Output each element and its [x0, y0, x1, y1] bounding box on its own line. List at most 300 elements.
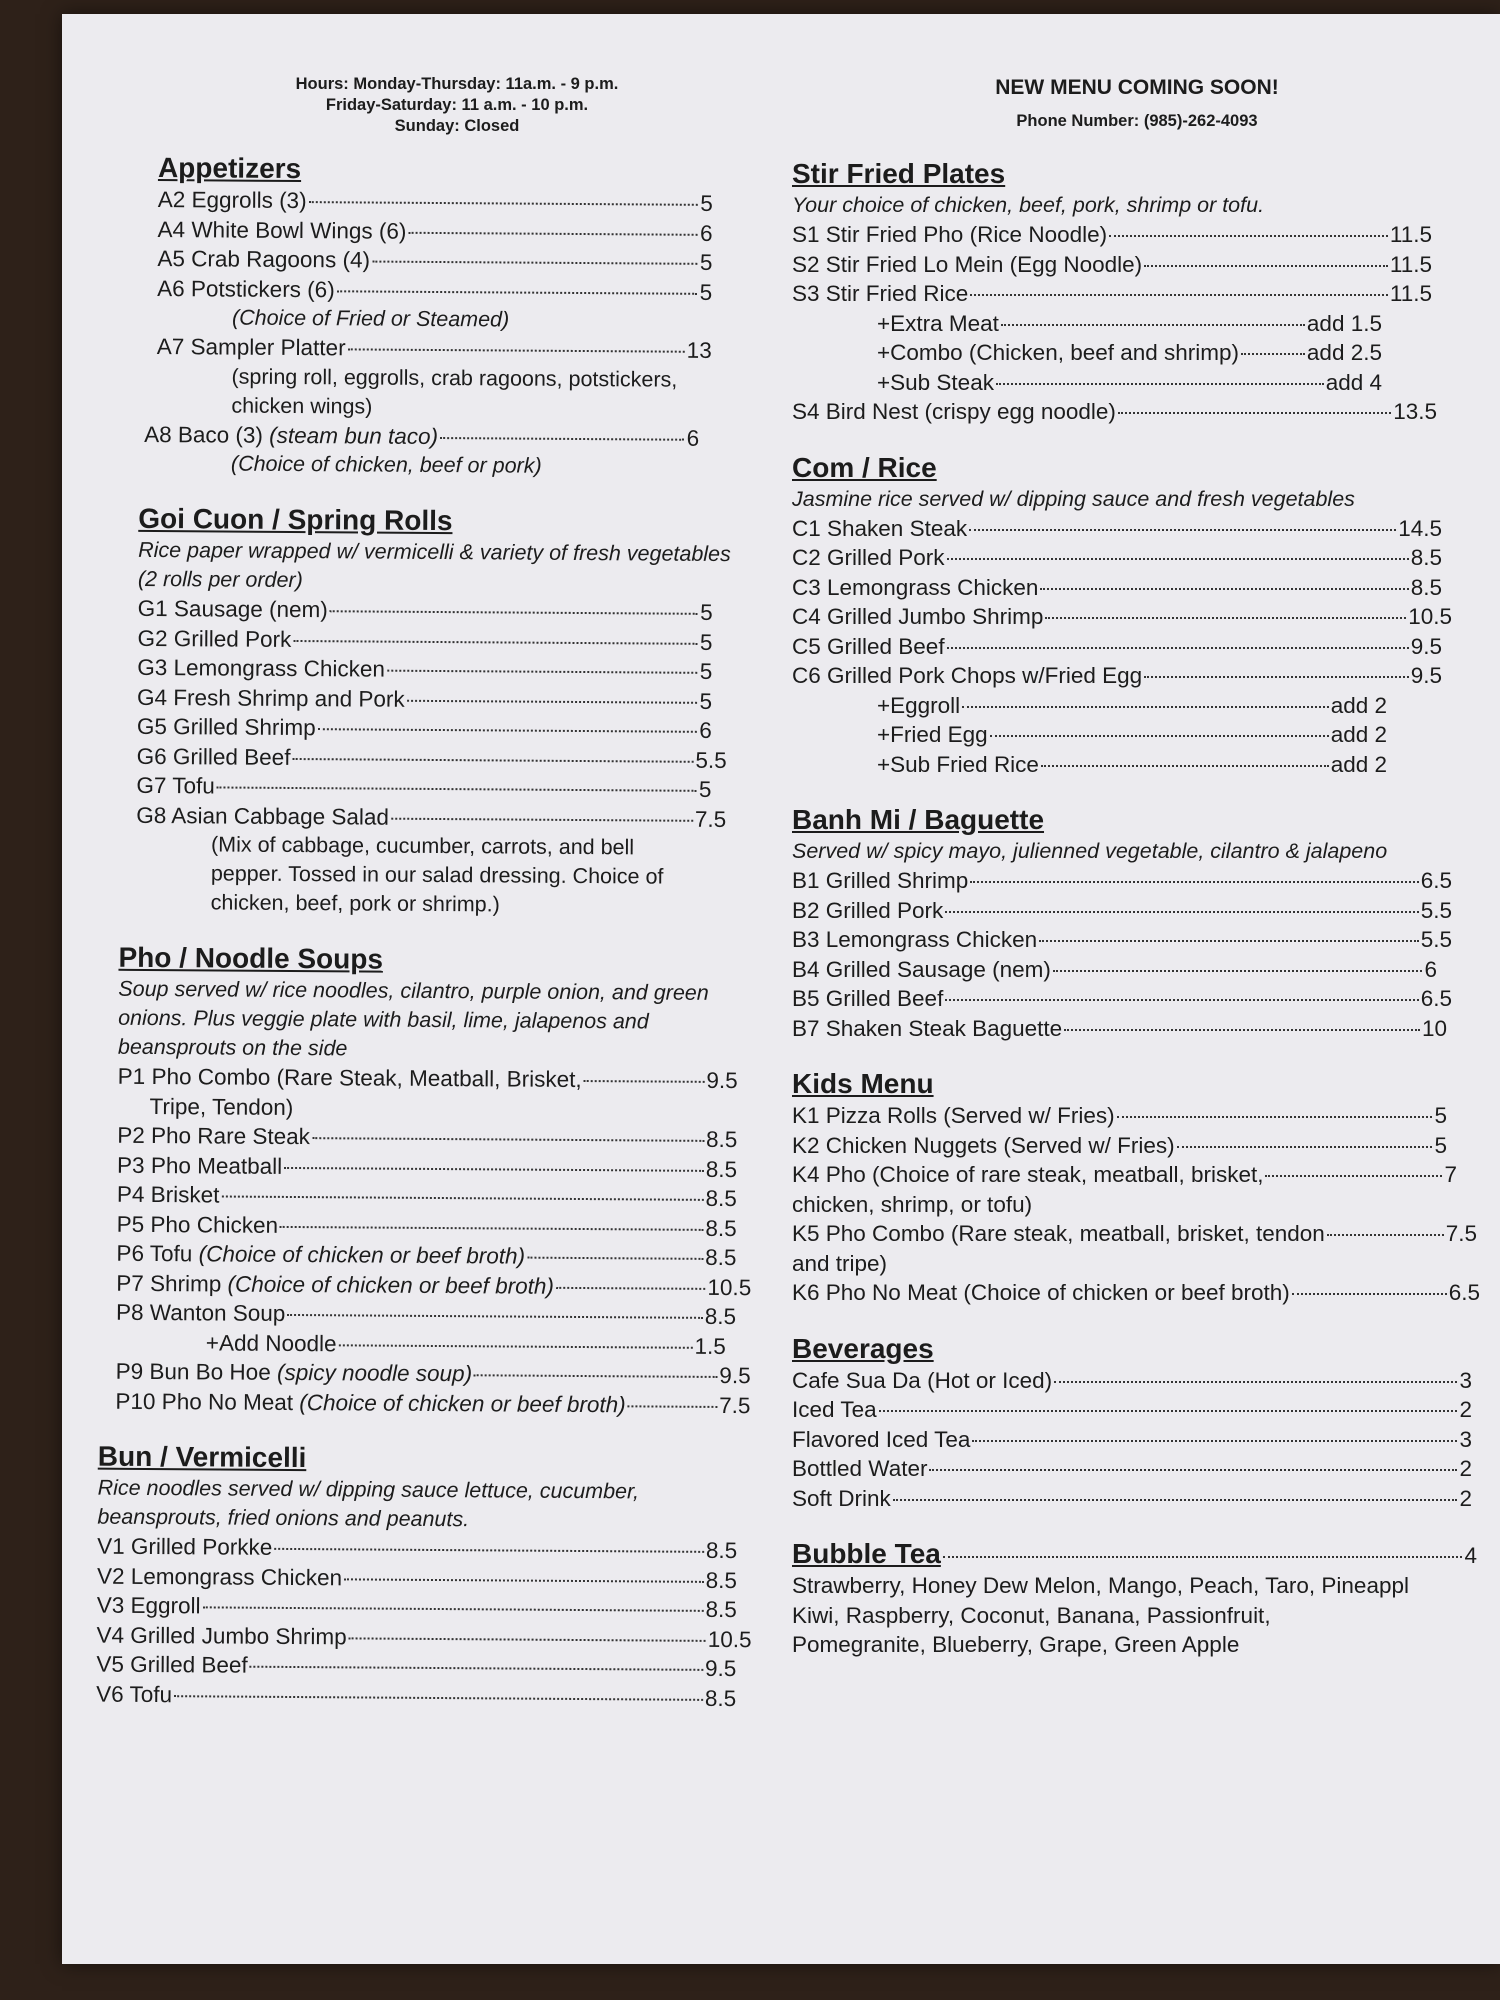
menu-item: [792, 866, 1452, 896]
item-price: 6.5: [1420, 868, 1452, 893]
item-price: 8.5: [705, 1215, 737, 1241]
leader-dots: [970, 294, 1388, 296]
menu-item: [792, 1014, 1447, 1044]
menu-addon: [792, 720, 1387, 750]
menu-addon: [792, 691, 1387, 721]
item-note: (spring roll, eggrolls, crab ragoons, potstickers,: [231, 364, 678, 392]
menu-addon: [792, 309, 1382, 339]
flavor-line: Strawberry, Honey Dew Melon, Mango, Peach, Taro, Pineappl: [792, 1573, 1409, 1598]
item-price: 5: [700, 599, 713, 625]
section-appetizers: [96, 151, 778, 483]
section-title: Stir Fried Plates: [792, 158, 1006, 189]
leader-dots: [309, 201, 699, 206]
menu-item: [137, 653, 712, 687]
menu-item: [792, 925, 1452, 955]
menu-item: [792, 984, 1452, 1014]
leader-dots: [556, 1286, 705, 1289]
section-description: onions. Plus veggie plate with basil, lime, jalapenos and: [118, 1005, 649, 1034]
item-price: 8.5: [705, 1126, 738, 1153]
item-price: 9.5: [719, 1362, 751, 1389]
leader-dots: [945, 999, 1418, 1001]
section-title: Appetizers: [157, 152, 302, 185]
menu-item: [792, 514, 1442, 544]
item-price: 11.5: [1389, 222, 1432, 247]
leader-dots: [1144, 265, 1388, 267]
leader-dots: [1144, 676, 1409, 678]
leader-dots: [280, 1225, 703, 1230]
leader-dots: [407, 699, 698, 703]
new-menu-notice: NEW MENU COMING SOON!: [995, 76, 1279, 99]
item-price: 5: [1434, 1132, 1447, 1158]
leader-dots: [339, 1344, 693, 1348]
menu-item: [116, 1239, 736, 1273]
menu-addon: [792, 368, 1382, 398]
item-label: C3 Lemongrass Chicken: [792, 574, 1039, 600]
item-price: 9.5: [706, 1067, 738, 1094]
menu-item: [792, 632, 1442, 662]
leader-dots: [1045, 617, 1406, 619]
menu-item: [792, 1366, 1472, 1396]
menu-item: [118, 1062, 738, 1096]
item-price: 10.5: [707, 1626, 752, 1652]
menu-item: [116, 1357, 751, 1391]
item-note: chicken, beef, pork or shrimp.): [210, 890, 500, 917]
menu-item: [116, 1268, 751, 1302]
leader-dots: [1265, 1175, 1442, 1177]
menu-item: [157, 244, 712, 277]
menu-item: [97, 1561, 737, 1595]
item-label: +Sub Steak: [877, 369, 994, 395]
menu-item: [117, 1150, 737, 1184]
item-label: V2 Lemongrass Chicken: [96, 1563, 343, 1590]
leader-dots: [318, 728, 698, 733]
hours-block: [97, 74, 777, 137]
section-bun: [96, 1440, 778, 1714]
item-label: V4 Grilled Jumbo Shrimp: [96, 1622, 347, 1649]
leader-dots: [474, 1374, 717, 1378]
section-title: Com / Rice: [792, 451, 937, 483]
menu-item: [116, 1298, 736, 1332]
item-label-italic: (steam bun taco): [269, 422, 439, 449]
item-label-text: A8 Baco (3): [144, 421, 270, 448]
menu-item: [117, 1121, 737, 1155]
item-label: A6 Potstickers (6): [157, 275, 335, 302]
section-description: Your choice of chicken, beef, pork, shrimp or tofu.: [792, 193, 1265, 217]
item-label: [116, 1268, 554, 1301]
leader-dots: [970, 881, 1418, 883]
item-price: 9.5: [1410, 633, 1442, 659]
leader-dots: [284, 1166, 704, 1171]
item-label-italic: (Choice of chicken or beef broth): [299, 1389, 626, 1417]
item-label: B7 Shaken Steak Baguette: [792, 1015, 1063, 1041]
item-price: add 2.5: [1306, 340, 1382, 365]
leader-dots: [969, 529, 1396, 531]
item-label: V3 Eggroll: [96, 1592, 201, 1619]
item-label: Iced Tea: [792, 1397, 877, 1422]
item-label: G1 Sausage (nem): [137, 595, 328, 623]
section-title: Banh Mi / Baguette: [792, 804, 1045, 835]
leader-dots: [1041, 765, 1329, 767]
section-description: beansprouts, fried onions and peanuts.: [97, 1504, 470, 1532]
item-price: 8.5: [1410, 574, 1442, 600]
section-com: [792, 451, 1482, 780]
leader-dots: [943, 1556, 1463, 1558]
leader-dots: [972, 1440, 1457, 1442]
menu-item: [792, 543, 1442, 573]
menu-item: [792, 1160, 1457, 1190]
leader-dots: [1177, 1146, 1433, 1148]
item-price: 1.5: [694, 1333, 726, 1359]
item-price: 6: [686, 425, 700, 451]
item-label: C2 Grilled Pork: [792, 545, 945, 570]
leader-dots: [1053, 970, 1423, 972]
item-label: B2 Grilled Pork: [792, 897, 944, 923]
item-price: 6: [699, 717, 712, 743]
leader-dots: [274, 1548, 704, 1553]
leader-dots: [947, 558, 1409, 560]
leader-dots: [337, 290, 698, 295]
leader-dots: [1109, 235, 1388, 237]
menu-item: [792, 1131, 1447, 1161]
leader-dots: [1001, 324, 1305, 326]
item-price: 8.5: [705, 1244, 737, 1271]
hours-line: Hours: Monday-Thursday: 11a.m. - 9 p.m.: [295, 75, 619, 93]
item-label: G7 Tofu: [136, 772, 215, 799]
item-label: G3 Lemongrass Chicken: [137, 654, 386, 682]
item-label: C5 Grilled Beef: [792, 633, 945, 659]
menu-item: [136, 771, 711, 805]
item-label: +Extra Meat: [877, 310, 999, 336]
leader-dots: [387, 670, 698, 674]
item-price: add 2: [1330, 722, 1387, 747]
menu-item: [792, 1278, 1480, 1308]
item-price: 5: [699, 658, 713, 684]
section-title: Beverages: [792, 1332, 934, 1364]
section-title: Kids Menu: [792, 1068, 934, 1099]
item-price: 6.5: [1420, 986, 1452, 1011]
item-label: [116, 1357, 473, 1389]
item-price: 8.5: [704, 1303, 737, 1330]
item-price: 9.5: [704, 1655, 737, 1682]
leader-dots: [962, 706, 1329, 708]
item-price: 10.5: [707, 1274, 752, 1300]
item-label: +Combo (Chicken, beef and shrimp): [877, 340, 1240, 365]
leader-dots: [391, 817, 693, 821]
item-label: K1 Pizza Rolls (Served w/ Fries): [792, 1103, 1115, 1128]
menu-item: [157, 332, 712, 365]
leader-dots: [221, 1195, 703, 1200]
menu-item: [97, 1591, 737, 1625]
section-banh-mi: [792, 803, 1482, 1043]
menu-item: [96, 1650, 736, 1684]
item-price: 5: [698, 776, 712, 802]
item-label: Soft Drink: [792, 1485, 891, 1511]
leader-dots: [287, 1314, 702, 1319]
phone-number: Phone Number: (985)-262-4093: [1016, 112, 1258, 130]
flavor-line: Kiwi, Raspberry, Coconut, Banana, Passionfruit,: [792, 1602, 1271, 1628]
item-price: 5: [1434, 1103, 1447, 1128]
item-label: +Sub Fried Rice: [877, 751, 1039, 777]
item-price: add 2: [1330, 751, 1387, 777]
item-label-text: P6 Tofu: [116, 1240, 199, 1267]
item-price: 7.5: [694, 806, 727, 832]
leader-dots: [348, 348, 685, 352]
item-label: +Add Noodle: [205, 1329, 337, 1356]
item-price: 11.5: [1389, 281, 1432, 306]
item-label: Bottled Water: [792, 1456, 928, 1481]
menu-item: [792, 397, 1437, 427]
leader-dots: [584, 1080, 705, 1083]
item-price: 10.5: [1408, 604, 1452, 629]
item-price: add 1.5: [1306, 310, 1382, 336]
menu-item: [792, 896, 1452, 926]
section-title: Pho / Noodle Soups: [118, 941, 384, 975]
section-description: Rice noodles served w/ dipping sauce lettuce, cucumber,: [97, 1475, 640, 1504]
item-price: 13: [686, 337, 712, 363]
leader-dots: [293, 639, 698, 644]
item-note: pepper. Tossed in our salad dressing. Choice of: [210, 861, 664, 889]
item-label: G2 Grilled Pork: [137, 625, 292, 652]
item-label: B5 Grilled Beef: [792, 986, 944, 1011]
item-price: 3: [1459, 1426, 1472, 1452]
leader-dots: [312, 1137, 704, 1142]
leader-dots: [203, 1606, 704, 1611]
section-title: Bubble Tea: [792, 1538, 941, 1569]
item-label-italic: (spicy noodle soup): [276, 1359, 473, 1387]
item-note: (Mix of cabbage, cucumber, carrots, and bell: [210, 832, 635, 860]
leader-dots: [1064, 1029, 1420, 1031]
item-label: G4 Fresh Shrimp and Pork: [137, 684, 405, 712]
item-label: V1 Grilled Porkke: [97, 1533, 273, 1560]
section-description: Jasmine rice served w/ dipping sauce and fresh vegetables: [792, 486, 1355, 511]
item-price: 8.5: [705, 1537, 738, 1564]
item-price: 13.5: [1393, 399, 1437, 424]
section-goi-cuon: [96, 502, 779, 922]
item-price: 5: [699, 249, 713, 275]
menu-item: [137, 741, 727, 775]
menu-item: [136, 800, 726, 834]
item-label-text: P9 Bun Bo Hoe: [115, 1358, 278, 1385]
item-label: [116, 1239, 525, 1271]
item-label: Cafe Sua Da (Hot or Iced): [792, 1367, 1053, 1393]
item-price: 8.5: [705, 1596, 737, 1623]
menu-item: [115, 1386, 750, 1420]
leader-dots: [1292, 1293, 1447, 1295]
leader-dots: [945, 911, 1418, 913]
item-label: K5 Pho Combo (Rare steak, meatball, brisket, tendon: [792, 1221, 1325, 1246]
menu-item: [144, 419, 699, 452]
item-label: V6 Tofu: [96, 1681, 173, 1707]
menu-item: [792, 1395, 1472, 1425]
item-continuation: Tripe, Tendon): [149, 1093, 294, 1120]
item-label: S1 Stir Fried Pho (Rice Noodle): [792, 222, 1108, 247]
item-label: A5 Crab Ragoons (4): [157, 246, 371, 273]
item-label: G6 Grilled Beef: [136, 743, 291, 770]
section-pho: [95, 941, 778, 1421]
leader-dots: [1118, 412, 1391, 414]
item-price: 6.5: [1448, 1280, 1480, 1305]
item-label: B3 Lemongrass Chicken: [792, 927, 1038, 952]
item-label-text: P7 Shrimp: [116, 1270, 228, 1297]
menu-item: [792, 279, 1432, 309]
item-label-text: P10 Pho No Meat: [115, 1388, 300, 1415]
leader-dots: [440, 437, 685, 441]
item-label: K2 Chicken Nuggets (Served w/ Fries): [792, 1132, 1175, 1158]
item-label: +Eggroll: [877, 692, 961, 718]
item-price: 8.5: [1410, 545, 1442, 570]
item-price: 4: [1464, 1543, 1477, 1568]
leader-dots: [1241, 353, 1305, 355]
leader-dots: [893, 1499, 1458, 1501]
leader-dots: [408, 231, 698, 235]
item-price: 5: [700, 190, 713, 216]
item-price: 10: [1421, 1015, 1447, 1041]
item-label: A7 Sampler Platter: [156, 334, 346, 361]
item-label: P3 Pho Meatball: [117, 1152, 283, 1179]
item-price: 5.5: [1420, 897, 1452, 923]
menu-item: [792, 1484, 1472, 1514]
item-label: Flavored Iced Tea: [792, 1426, 971, 1452]
item-label: S3 Stir Fried Rice: [792, 281, 969, 306]
item-label: B4 Grilled Sausage (nem): [792, 956, 1051, 982]
menu-item: [792, 250, 1432, 280]
item-price: 7: [1444, 1162, 1457, 1187]
item-continuation: and tripe): [792, 1250, 888, 1276]
item-price: 6: [699, 220, 713, 246]
menu-item: [137, 682, 712, 716]
item-price: add 4: [1325, 369, 1382, 395]
item-price: 8.5: [705, 1567, 738, 1593]
item-label: [144, 419, 438, 451]
leader-dots: [1040, 588, 1408, 590]
item-label: P4 Brisket: [116, 1181, 220, 1208]
item-label: K4 Pho (Choice of rare steak, meatball, brisket,: [792, 1162, 1264, 1187]
bubble-tea-header: [792, 1537, 1477, 1571]
menu-item: [117, 1180, 737, 1214]
menu-addon: [792, 750, 1387, 780]
item-label: C6 Grilled Pork Chops w/Fried Egg: [792, 663, 1143, 688]
item-price: 5: [699, 688, 713, 714]
item-price: 5.5: [695, 747, 727, 773]
item-label: B1 Grilled Shrimp: [792, 868, 969, 893]
item-price: 7.5: [1445, 1221, 1477, 1246]
item-price: 11.5: [1389, 251, 1432, 277]
menu-item: [158, 185, 713, 218]
section-kids: [792, 1067, 1482, 1308]
item-label-italic: (Choice of chicken or beef broth): [227, 1271, 555, 1299]
item-label: S4 Bird Nest (crispy egg noodle): [792, 399, 1116, 424]
section-title: Bun / Vermicelli: [97, 1440, 307, 1474]
item-price: 9.5: [1410, 663, 1442, 688]
item-price: 2: [1459, 1397, 1472, 1422]
item-price: 6: [1424, 956, 1437, 982]
item-label: A2 Eggrolls (3): [157, 187, 307, 214]
leader-dots: [990, 735, 1329, 737]
item-label: +Fried Egg: [877, 722, 988, 747]
item-label: A4 White Bowl Wings (6): [157, 216, 407, 244]
item-price: 14.5: [1398, 515, 1442, 541]
menu-item: [138, 594, 713, 628]
section-description: Soup served w/ rice noodles, cilantro, purple onion, and green: [118, 976, 709, 1005]
item-price: add 2: [1330, 692, 1387, 718]
item-label: P1 Pho Combo (Rare Steak, Meatball, Brisket,: [117, 1063, 582, 1093]
menu-item: [792, 1454, 1472, 1484]
leader-dots: [174, 1695, 703, 1701]
leader-dots: [1039, 940, 1419, 942]
item-label: C1 Shaken Steak: [792, 515, 968, 541]
menu-item: [157, 274, 712, 307]
section-title: Goi Cuon / Spring Rolls: [138, 502, 453, 537]
section-description: (2 rolls per order): [137, 566, 303, 593]
item-price: 5.5: [1420, 927, 1452, 952]
menu-item: [792, 955, 1437, 985]
leader-dots: [344, 1578, 704, 1583]
leader-dots: [1117, 1116, 1433, 1118]
item-note: chicken wings): [231, 393, 373, 419]
leader-dots: [527, 1257, 703, 1260]
right-column: [792, 74, 1482, 1684]
leader-dots: [292, 757, 693, 762]
hours-line: Friday-Saturday: 11 a.m. - 10 p.m.: [325, 96, 589, 114]
menu-item: [96, 1679, 736, 1713]
item-price: 7.5: [719, 1392, 751, 1418]
leader-dots: [628, 1405, 717, 1408]
menu-addon: [792, 338, 1382, 368]
menu-item: [117, 1209, 737, 1243]
menu-item: [792, 602, 1452, 632]
item-price: 2: [1459, 1456, 1472, 1481]
item-label: S2 Stir Fried Lo Mein (Egg Noodle): [792, 251, 1143, 277]
leader-dots: [929, 1469, 1457, 1471]
menu-item: [792, 220, 1432, 250]
menu-item: [96, 1620, 751, 1654]
menu-item: [137, 712, 712, 746]
leader-dots: [330, 610, 698, 615]
left-column: [97, 74, 777, 1735]
leader-dots: [947, 647, 1409, 649]
hours-line: Sunday: Closed: [394, 117, 520, 135]
menu-item: [137, 623, 712, 657]
item-label: K6 Pho No Meat (Choice of chicken or beef broth): [792, 1280, 1290, 1305]
item-price: 5: [699, 629, 713, 655]
menu-addon: [116, 1327, 726, 1361]
item-label: [115, 1386, 625, 1419]
leader-dots: [1327, 1234, 1444, 1236]
flavor-line: Pomegranite, Blueberry, Grape, Green Apple: [792, 1632, 1240, 1657]
menu-item: [792, 1101, 1447, 1131]
item-label: G5 Grilled Shrimp: [136, 713, 316, 741]
item-label: V5 Grilled Beef: [96, 1651, 248, 1678]
menu-item: [792, 1425, 1472, 1455]
leader-dots: [879, 1410, 1458, 1412]
section-description: Rice paper wrapped w/ vermicelli & variety of fresh vegetables: [138, 537, 731, 567]
item-label-italic: (Choice of chicken or beef broth): [198, 1241, 526, 1269]
section-bubble-tea: [792, 1537, 1482, 1660]
item-price: 8.5: [704, 1685, 737, 1711]
item-label: P8 Wanton Soup: [115, 1299, 286, 1326]
item-note: (Choice of Fried or Steamed): [231, 305, 510, 332]
leader-dots: [996, 383, 1324, 385]
section-description: Served w/ spicy mayo, julienned vegetable, cilantro & jalapeno: [792, 839, 1388, 863]
item-price: 8.5: [705, 1156, 738, 1182]
item-label: P2 Pho Rare Steak: [117, 1122, 311, 1150]
item-price: 5: [699, 279, 713, 305]
notice-block: [792, 74, 1482, 131]
menu-sheet: [62, 14, 1500, 1964]
section-description: beansprouts on the side: [117, 1034, 348, 1061]
item-label: G8 Asian Cabbage Salad: [136, 802, 390, 830]
menu-item: [157, 215, 712, 248]
